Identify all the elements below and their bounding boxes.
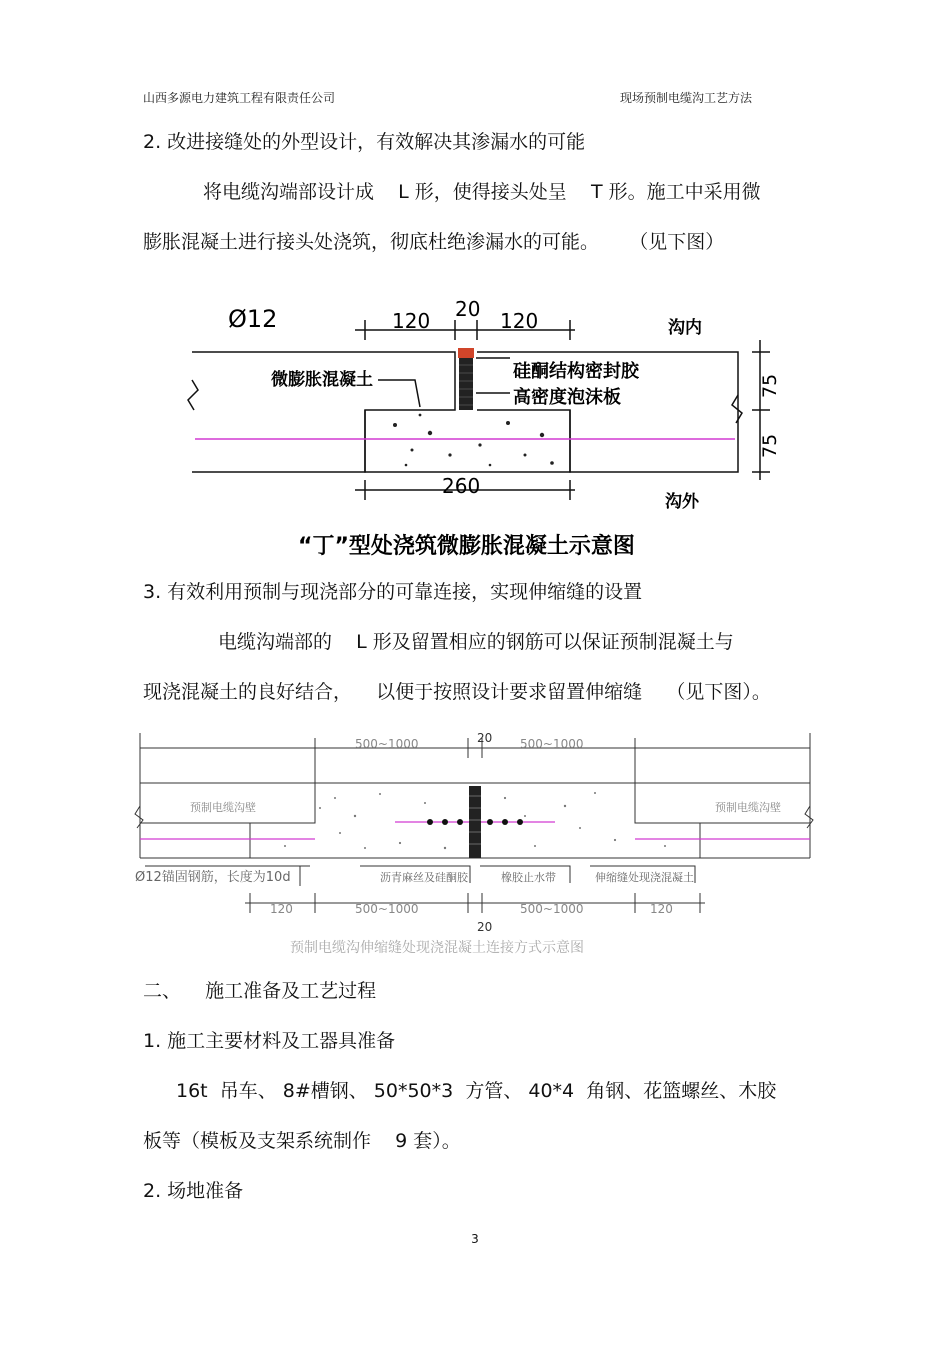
section-heading-2: 2. 改进接缝处的外型设计，有效解决其渗漏水的可能 (143, 131, 586, 153)
figure1-caption: “丁”型处浇筑微膨胀混凝土示意图 (298, 534, 635, 559)
paragraph-line: 将电缆沟端部设计成 L 形，使得接头处呈 T 形。施工中采用微 (203, 181, 761, 203)
dim-b4: 120 (650, 902, 673, 916)
header-company: 山西多源电力建筑工程有限责任公司 (143, 91, 336, 105)
label-foam: 高密度泡沫板 (513, 387, 621, 408)
dim-top-left: 500~1000 (355, 737, 419, 751)
section-heading-materials: 1. 施工主要材料及工器具准备 (143, 1030, 396, 1052)
label-asphalt: 沥青麻丝及硅酮胶 (380, 871, 468, 884)
expansion-joint-diagram (125, 728, 825, 960)
paragraph-line: 现浇混凝土的良好结合， 以便于按照设计要求留置伸缩缝 （见下图）。 (143, 681, 771, 703)
dim-b1: 120 (270, 902, 293, 916)
label-anchor-rebar: Ø12锚固钢筋，长度为10d (135, 870, 291, 885)
dim-b2: 500~1000 (355, 902, 419, 916)
label-cast-in-place: 伸缩缝处现浇混凝土 (595, 871, 694, 884)
paragraph-line: 电缆沟端部的 L 形及留置相应的钢筋可以保证预制混凝土与 (218, 631, 734, 653)
label-outside: 沟外 (665, 492, 699, 512)
rebar-label: Ø12 (228, 305, 278, 333)
chapter-heading: 二、 施工准备及工艺过程 (143, 980, 377, 1002)
t-joint-diagram (180, 295, 790, 565)
label-precast-left: 预制电缆沟壁 (190, 801, 256, 814)
page-number: 3 (471, 1232, 479, 1246)
paragraph-line: 膨胀混凝土进行接头处浇筑，彻底杜绝渗漏水的可能。 （见下图） (143, 231, 725, 253)
dim-bottom: 260 (442, 474, 481, 498)
dim-top-gap: 20 (477, 731, 493, 745)
label-inside: 沟内 (668, 318, 702, 338)
section-heading-3: 3. 有效利用预制与现浇部分的可靠连接，实现伸缩缝的设置 (143, 581, 643, 603)
figure2-caption: 预制电缆沟伸缩缝处现浇混凝土连接方式示意图 (290, 940, 584, 956)
dim-bottom-height: 75 (759, 433, 781, 458)
dim-bottom-gap: 20 (477, 920, 493, 934)
paragraph-line: 16t 吊车、 8#槽钢、 50*50*3 方管、 40*4 角钢、花篮螺丝、木胶 (176, 1080, 777, 1102)
dim-b3: 500~1000 (520, 902, 584, 916)
header-doc-title: 现场预制电缆沟工艺方法 (620, 91, 753, 105)
label-sealant: 硅酮结构密封胶 (513, 361, 639, 382)
label-precast-right: 预制电缆沟壁 (715, 801, 781, 814)
dim-top-right: 500~1000 (520, 737, 584, 751)
section-heading-site: 2. 场地准备 (143, 1180, 244, 1202)
dim-left: 120 (392, 309, 431, 333)
paragraph-line: 板等（模板及支架系统制作 9 套）。 (143, 1130, 461, 1152)
dim-top-height: 75 (759, 373, 781, 398)
label-waterstop: 橡胶止水带 (501, 871, 556, 884)
label-concrete: 微膨胀混凝土 (271, 370, 373, 390)
dim-right: 120 (500, 309, 539, 333)
dim-gap: 20 (455, 297, 481, 321)
